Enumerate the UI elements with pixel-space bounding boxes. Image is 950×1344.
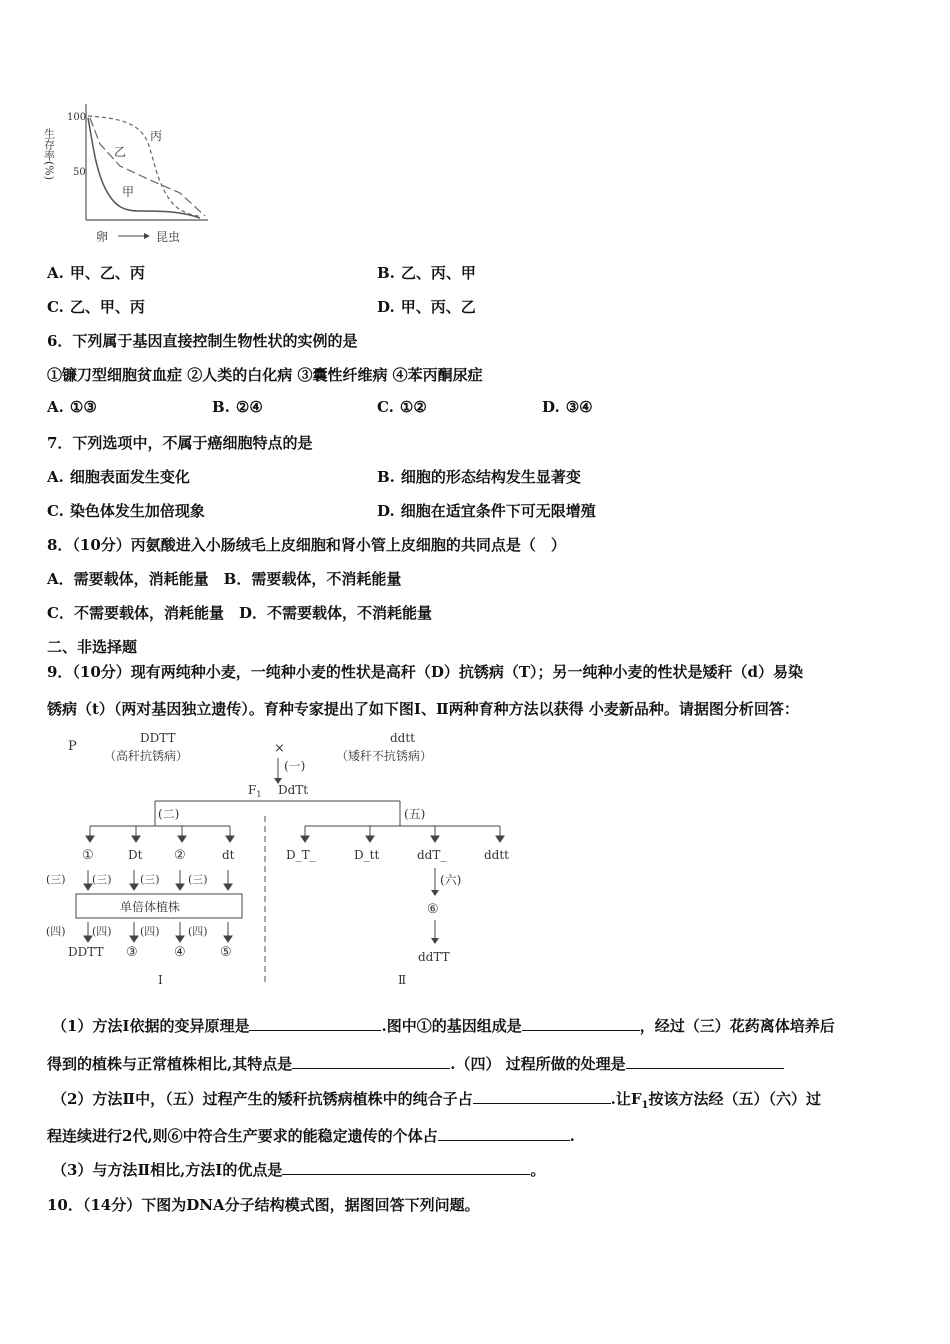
parent2-trait: （矮秆不抗锈病）: [336, 749, 433, 763]
q6-option-b: B. ②④: [212, 398, 263, 416]
diagram-p-label: P: [68, 739, 77, 754]
step3-label-4: (三): [188, 873, 208, 886]
q7-stem: 7．下列选项中，不属于癌细胞特点的是: [47, 434, 313, 452]
right-offspring-2: D_tt: [354, 848, 380, 862]
q8-options-row1: A．需要载体，消耗能量 B．需要载体，不消耗能量: [47, 570, 402, 588]
parent2-genotype: ddtt: [390, 731, 416, 745]
q6-option-a: A. ①③: [47, 398, 97, 416]
q6-stem: 6．下列属于基因直接控制生物性状的实例的是: [47, 332, 358, 350]
right-result: ddTT: [418, 950, 450, 964]
q9-sub3: （3）与方法Ⅱ相比,方法Ⅰ的优点是 。: [52, 1161, 546, 1179]
curve-yi: [90, 118, 205, 216]
curve-label-jia: 甲: [122, 185, 135, 199]
q9-stem-line1: 9．（10分）现有两纯种小麦，一纯种小麦的性状是高秆（D）抗锈病（T）；另一纯种小麦的性状是矮秆（d）易染: [47, 663, 803, 681]
breeding-diagram: [40, 728, 520, 990]
q8-options-row2: C．不需要载体，消耗能量 D．不需要载体，不消耗能量: [47, 604, 432, 622]
step5-label: (五): [404, 807, 426, 821]
answer-blank-plant-feature[interactable]: [292, 1054, 450, 1069]
q6-option-c: C. ①②: [377, 398, 427, 416]
left-result-2: ③: [126, 945, 138, 960]
x-label-end: 昆虫: [156, 230, 181, 244]
q6-option-d: D. ③④: [542, 398, 593, 416]
q7-option-b: B. 细胞的形态结构发生显著变: [377, 468, 581, 486]
right-offspring-3: ddT_: [417, 848, 447, 862]
q5-option-a: A. 甲、乙、丙: [47, 264, 145, 282]
step3-label-3: (三): [140, 873, 160, 886]
survival-curve-figure: [40, 98, 220, 248]
parent1-genotype: DDTT: [140, 731, 176, 745]
f1-label: $F_1$: [248, 783, 262, 799]
step4-label-3: (四): [140, 925, 160, 938]
curve-label-yi: 乙: [114, 145, 127, 159]
q9-stem-line2: 锈病（t）（两对基因独立遗传）。育种专家提出了如下图Ⅰ、Ⅱ两种育种方法以获得 小麦新品种。请据图分析回答：: [47, 700, 799, 718]
step3-label-2: (三): [92, 873, 112, 886]
left-gamete-4: dt: [222, 848, 235, 862]
answer-blank-stable-ratio[interactable]: [438, 1126, 570, 1141]
right-offspring-1: D_T_: [286, 848, 316, 862]
right-bracket-arrows: [301, 826, 504, 842]
x-label-start: 卵: [96, 230, 109, 244]
q9-sub1-line2: 得到的植株与正常植株相比,其特点是 .（四） 过程所做的处理是: [47, 1053, 784, 1074]
haploid-box-label: 单倍体植株: [120, 900, 181, 914]
curve-jia: [88, 118, 200, 218]
left-result-1: DDTT: [68, 945, 104, 959]
q8-stem: 8．（10分）丙氨酸进入小肠绒毛上皮细胞和肾小管上皮细胞的共同点是（ ）: [47, 536, 566, 554]
q10-stem: 10．（14分）下图为DNA分子结构模式图，据图回答下列问题。: [47, 1196, 480, 1214]
circle-6: ⑥: [427, 902, 439, 917]
f1-genotype: DdTt: [278, 783, 309, 797]
curve-bing: [88, 116, 200, 216]
step4-label-1: (四): [46, 925, 66, 938]
q7-option-c: C. 染色体发生加倍现象: [47, 502, 205, 520]
q5-option-d: D. 甲、丙、乙: [377, 298, 476, 316]
step1-label: (一): [284, 759, 306, 773]
arrowhead-to-ddTT: [431, 938, 439, 944]
answer-blank-variation-principle[interactable]: [249, 1016, 381, 1031]
q9-sub1-line1: （1）方法Ⅰ依据的变异原理是 .图中①的基因组成是 ，经过（三）花药离体培养后: [52, 1017, 835, 1035]
cross-symbol: ×: [274, 741, 285, 756]
section-heading: 二、非选择题: [47, 638, 138, 656]
q6-items: ①镰刀型细胞贫血症 ②人类的白化病 ③囊性纤维病 ④苯丙酮尿症: [47, 366, 483, 384]
label-method-II: Ⅱ: [398, 973, 407, 987]
y-axis-label: 生存率(%): [42, 128, 56, 181]
q7-option-a: A. 细胞表面发生变化: [47, 468, 190, 486]
y-tick-100: 100: [67, 112, 87, 123]
left-gamete-1: ①: [82, 848, 94, 863]
answer-blank-genotype-1[interactable]: [522, 1016, 640, 1031]
q5-option-b: B. 乙、丙、甲: [377, 264, 476, 282]
left-result-3: ④: [174, 945, 186, 960]
answer-blank-homozygote-ratio[interactable]: [473, 1089, 611, 1104]
arrowhead-step6: [431, 890, 439, 896]
step2-label: (二): [158, 807, 180, 821]
left-gamete-3: ②: [174, 848, 186, 863]
left-gamete-2: Dt: [128, 848, 143, 862]
y-tick-50: 50: [73, 167, 86, 178]
left-result-4: ⑤: [220, 945, 232, 960]
right-offspring-4: ddtt: [484, 848, 510, 862]
left-bracket-arrows: [86, 826, 234, 842]
step3-label-1: (三): [46, 873, 66, 886]
curve-label-bing: 丙: [150, 129, 163, 143]
q5-option-c: C. 乙、甲、丙: [47, 298, 145, 316]
step6-label: (六): [440, 873, 462, 887]
q9-sub2-line2: 程连续进行2代,则⑥中符合生产要求的能稳定遗传的个体占 .: [47, 1127, 575, 1145]
x-label-arrowhead: [144, 233, 150, 239]
step4-label-4: (四): [188, 925, 208, 938]
parent1-trait: （高秆抗锈病）: [104, 749, 189, 763]
q9-sub2-line1: （2）方法Ⅱ中，（五）过程产生的矮秆抗锈病植株中的纯合子占 .让$F_1$按该方法经（五）（六）过: [52, 1090, 821, 1111]
answer-blank-method-advantage[interactable]: [282, 1160, 530, 1175]
q7-option-d: D. 细胞在适宜条件下可无限增殖: [377, 502, 596, 520]
answer-blank-step4-treatment[interactable]: [626, 1054, 784, 1069]
label-method-I: Ⅰ: [158, 973, 163, 987]
step4-label-2: (四): [92, 925, 112, 938]
